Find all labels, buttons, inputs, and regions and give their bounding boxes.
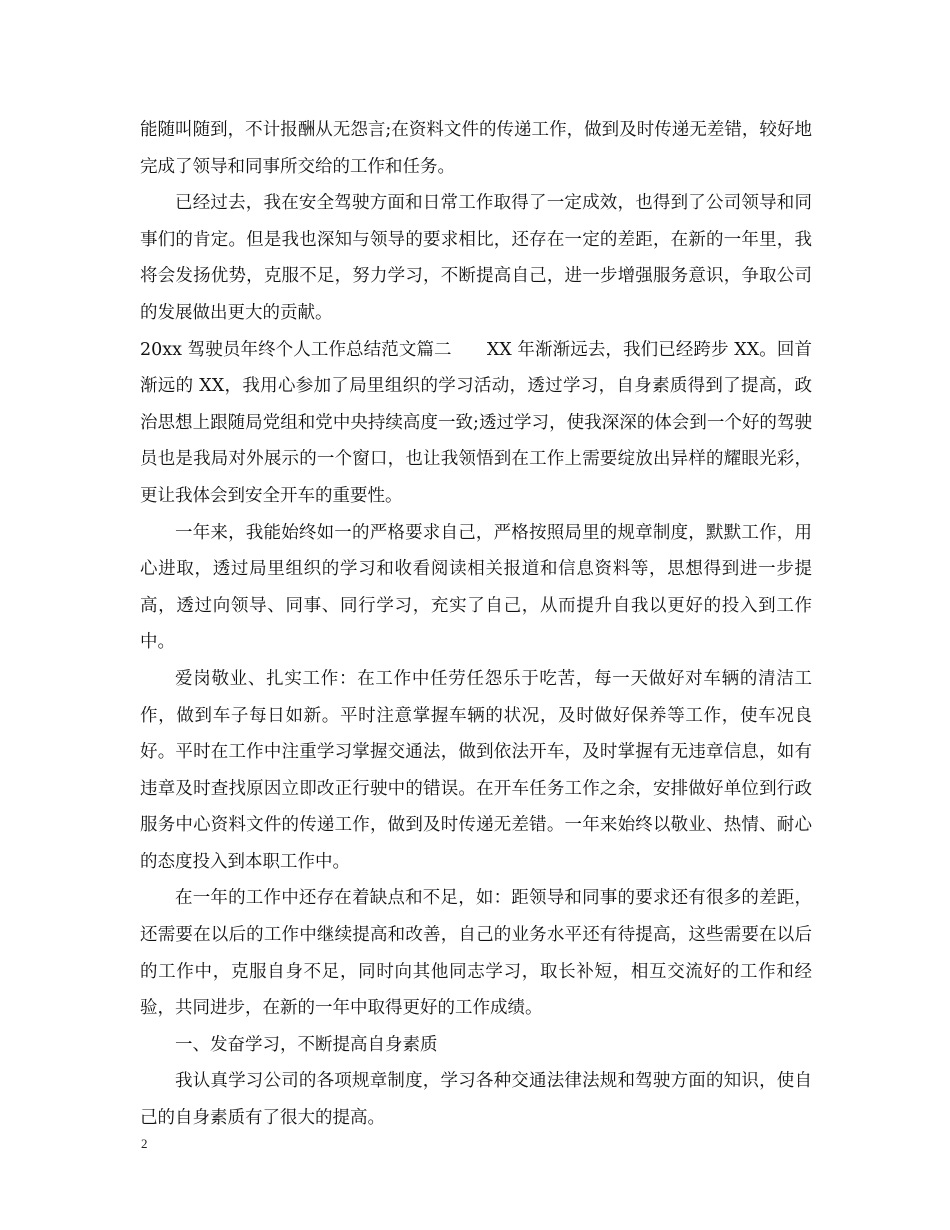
paragraph-study: 我认真学习公司的各项规章制度，学习各种交通法律法规和驾驶方面的知识，使自己的自身素质有了很大的提高。	[140, 1071, 812, 1129]
page-number: 2	[141, 1136, 148, 1151]
paragraph-strict-requirements: 一年来，我能始终如一的严格要求自己，严格按照局里的规章制度，默默工作，用心进取，透过局里组织的学习和收看阅读相关报道和信息资料等，思想得到进一步提高，透过向领导、同事、同行学习，充实了自己，从而提升自我以更好的投入到工作中。	[140, 522, 812, 653]
paragraph-continuation: 能随叫随到，不计报酬从无怨言;在资料文件的传递工作，做到及时传递无差错，较好地完成了领导和同事所交给的工作和任务。	[140, 120, 812, 177]
section-heading-study: 一、发奋学习，不断提高自身素质	[175, 1034, 438, 1055]
paragraph-section-two-intro: 20xx 驾驶员年终个人工作总结范文篇二 XX 年渐渐远去，我们已经跨步 XX。回首渐远的 XX，我用心参加了局里组织的学习活动，透过学习，自身素质得到了提高，政治思想上跟随局党组和党中央持续高度一致;透过学习，使我深深的体会到一个好的驾驶员也是我局对外展示的一个窗口，也让我领悟到在工作上需要绽放出异样的耀眼光彩，更让我体会到安全开车的重要性。	[140, 339, 812, 506]
paragraph-shortcomings: 在一年的工作中还存在着缺点和不足，如：距领导和同事的要求还有很多的差距，还需要在以后的工作中继续提高和改善，自己的业务水平还有待提高，这些需要在以后的工作中，克服自身不足，同时向其他同志学习，取长补短，相互交流好的工作和经验，共同进步，在新的一年中取得更好的工作成绩。	[140, 888, 812, 1019]
paragraph-dedication: 爱岗敬业、扎实工作：在工作中任劳任怨乐于吃苦，每一天做好对车辆的清洁工作，做到车子每日如新。平时注意掌握车辆的状况，及时做好保养等工作，使车况良好。平时在工作中注重学习掌握交通法，做到依法开车，及时掌握有无违章信息，如有违章及时查找原因立即改正行驶中的错误。在开车任务工作之余，安排做好单位到行政服务中心资料文件的传递工作，做到及时传递无差错。一年来始终以敬业、热情、耐心的态度投入到本职工作中。	[140, 668, 812, 872]
paragraph-summary: 已经过去，我在安全驾驶方面和日常工作取得了一定成效，也得到了公司领导和同事们的肯定。但是我也深知与领导的要求相比，还存在一定的差距，在新的一年里，我将会发扬优势，克服不足，努力学习，不断提高自己，进一步增强服务意识，争取公司的发展做出更大的贡献。	[140, 193, 812, 323]
document-body	[140, 112, 812, 1137]
